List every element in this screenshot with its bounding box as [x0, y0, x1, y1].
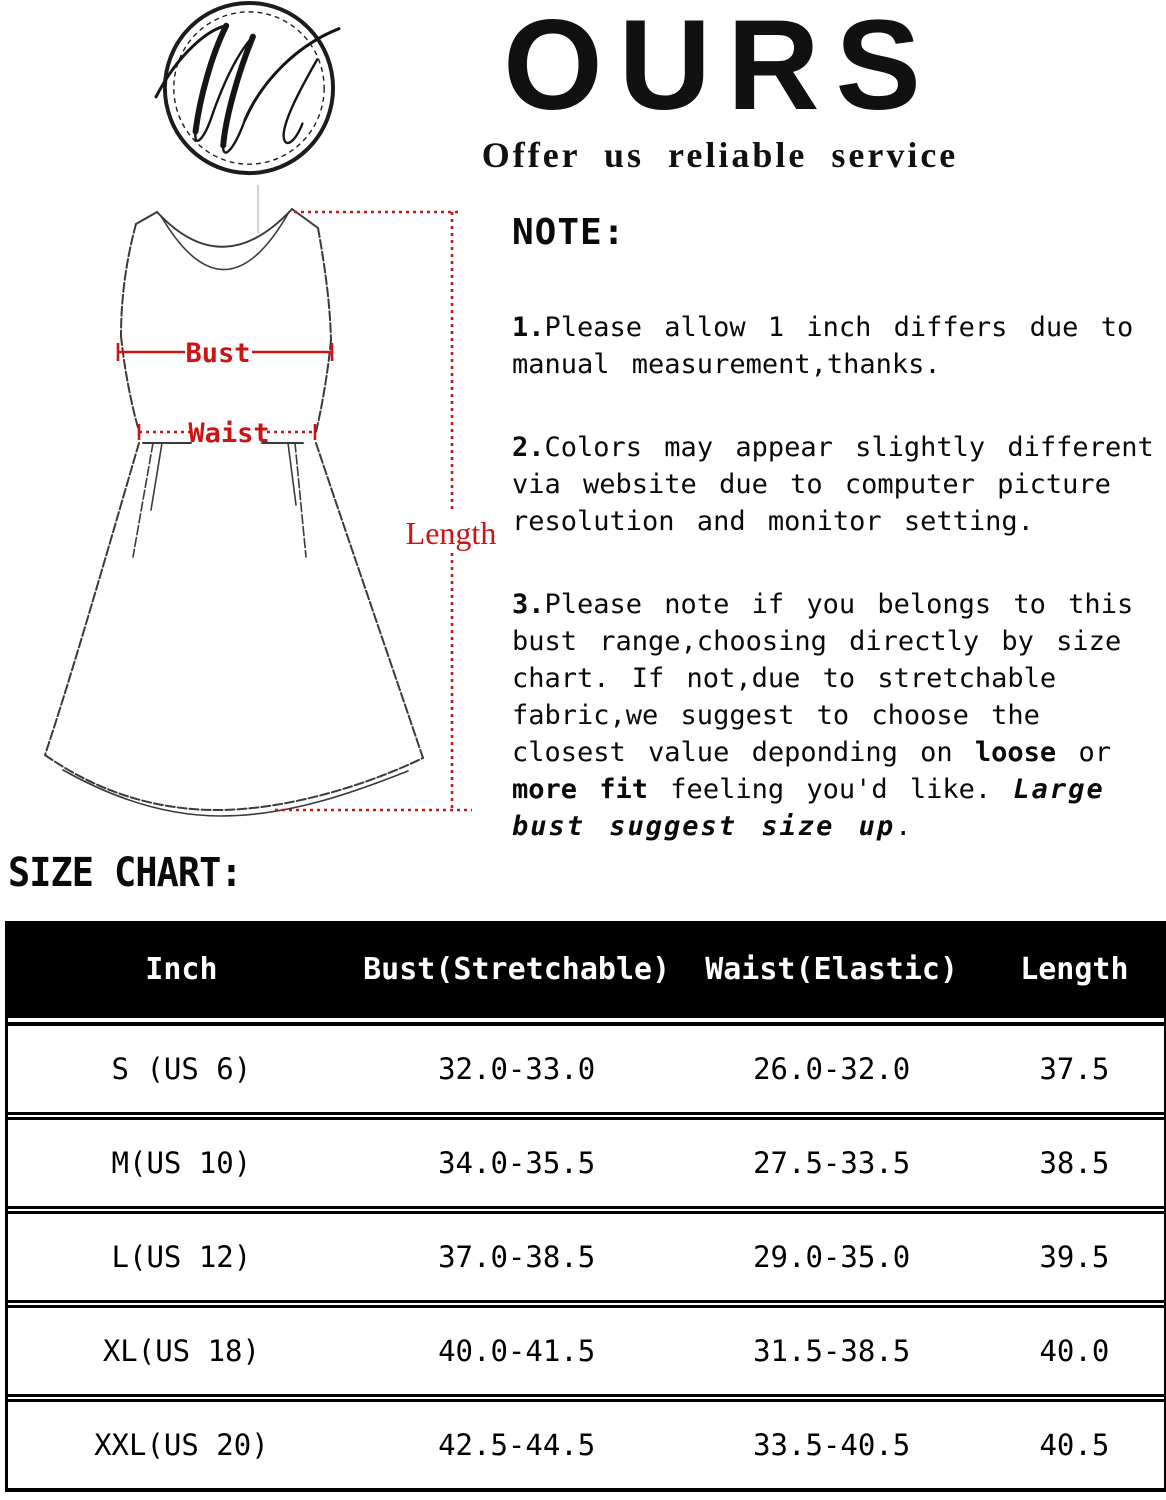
note-text: 3.	[512, 589, 545, 620]
note-text: feeling you'd like.	[648, 774, 1014, 805]
table-row	[8, 1214, 1164, 1300]
table-header-row	[8, 921, 1164, 1018]
note-text: Large bust suggest size up	[512, 774, 1105, 842]
table-cell: 38.5	[1039, 1146, 1110, 1180]
table-cell: XL(US 18)	[102, 1334, 260, 1368]
bust-label: Bust	[185, 338, 251, 369]
table-cell: 40.0	[1039, 1334, 1110, 1368]
brand-tagline: Offer us reliable service	[481, 135, 959, 175]
table-body	[8, 1018, 1164, 1488]
table-cell: 40.5	[1039, 1428, 1110, 1462]
table-cell: 42.5-44.5	[438, 1428, 596, 1462]
row-separator	[8, 1300, 1164, 1308]
row-separator	[8, 1112, 1164, 1120]
table-cell: 34.0-35.5	[438, 1146, 596, 1180]
table-cell: 40.0-41.5	[438, 1334, 596, 1368]
table-row	[8, 1402, 1164, 1488]
table-cell: 37.5	[1039, 1052, 1110, 1086]
note-paragraph	[512, 309, 1160, 383]
table-row	[8, 1026, 1164, 1112]
row-separator	[8, 1018, 1164, 1026]
table-cell: 27.5-33.5	[753, 1146, 911, 1180]
note-paragraph	[512, 586, 1160, 845]
note-text: Colors may appear slightly different via website due to computer picture resolution and monitor setting.	[512, 432, 1154, 537]
dress-measurement-diagram	[5, 185, 505, 845]
note-text: 1.	[512, 312, 545, 343]
table-cell: XXL(US 20)	[94, 1428, 269, 1462]
table-cell: M(US 10)	[111, 1146, 252, 1180]
notes-heading: NOTE:	[512, 212, 626, 253]
table-cell: 37.0-38.5	[438, 1240, 596, 1274]
note-text: Please note if you belongs to this bust range,choosing directly by size chart. If not,due to stretchable fabric,we suggest to choose the closest value deponding on	[512, 589, 1134, 768]
table-cell: S (US 6)	[111, 1052, 252, 1086]
row-separator	[8, 1206, 1164, 1214]
note-text: Please allow 1 inch differs due to manual measurement,thanks.	[512, 312, 1134, 380]
header-cell: Inch	[145, 952, 218, 987]
header-cell: Waist(Elastic)	[705, 952, 959, 987]
note-paragraph	[512, 429, 1160, 540]
size-chart-table	[5, 921, 1166, 1492]
note-text: more fit	[512, 774, 649, 805]
notes-body	[512, 309, 1160, 845]
note-text: or	[1056, 737, 1111, 768]
table-row	[8, 1120, 1164, 1206]
header-cell: Bust(Stretchable)	[363, 952, 671, 987]
note-text: loose	[974, 737, 1057, 768]
note-text: .	[895, 811, 912, 842]
brand-logo-w-monogram-icon	[148, 0, 346, 183]
brand-titles	[420, 2, 1020, 176]
table-row	[8, 1308, 1164, 1394]
row-separator	[8, 1394, 1164, 1402]
table-cell: 26.0-32.0	[753, 1052, 911, 1086]
brand-name: OURS	[503, 0, 937, 137]
notes-section	[512, 212, 1160, 891]
note-text: 2.	[512, 432, 545, 463]
table-cell: 32.0-33.0	[438, 1052, 596, 1086]
length-label: Length	[405, 515, 497, 551]
table-cell: L(US 12)	[111, 1240, 252, 1274]
table-cell: 31.5-38.5	[753, 1334, 911, 1368]
header-cell: Length	[1020, 952, 1129, 987]
waist-label: Waist	[188, 418, 270, 449]
table-cell: 39.5	[1039, 1240, 1110, 1274]
table-cell: 29.0-35.0	[753, 1240, 911, 1274]
table-cell: 33.5-40.5	[753, 1428, 911, 1462]
size-chart-heading: SIZE CHART:	[8, 850, 242, 896]
